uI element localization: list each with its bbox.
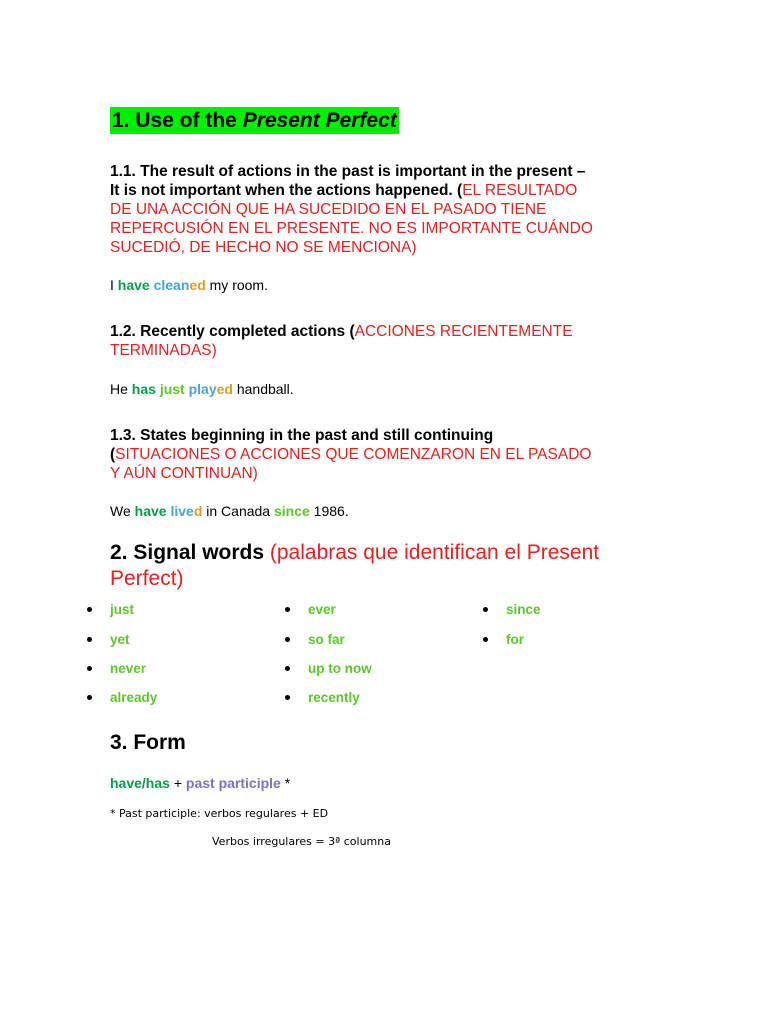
bullet-icon: [285, 637, 290, 642]
bullet-icon: [483, 607, 488, 612]
example-1-3: [110, 502, 349, 520]
signal-word: for: [506, 632, 524, 647]
signal-word: never: [110, 661, 147, 676]
formula-asterisk: *: [280, 775, 291, 791]
section-2-heading-spanish: (palabras que identifican el Present: [269, 541, 600, 564]
example-adverb: just: [159, 381, 185, 397]
signal-word: so far: [308, 632, 345, 647]
subsection-1-3: [110, 426, 760, 483]
example-verb-suffix: ed: [189, 277, 206, 293]
section-1-heading: [110, 107, 399, 134]
example-rest: my room.: [205, 277, 268, 293]
subsection-1-1-spanish-line5: SUCEDIÓ, DE HECHO NO SE MENCIONA): [110, 239, 417, 256]
example-1-2: [110, 380, 294, 398]
subsection-1-2-spanish-line2: TERMINADAS): [110, 342, 217, 359]
formula-plus: +: [169, 775, 186, 791]
subsection-1-1-spanish-line4: REPERCUSIÓN EN EL PRESENTE. NO ES IMPORTANTE CUÁNDO: [110, 220, 593, 237]
example-middle: in Canada: [202, 503, 274, 519]
signal-word: just: [110, 602, 135, 617]
footnote-irregular-verbs: Verbos irregulares = 3ª columna: [212, 835, 391, 848]
subsection-1-3-title-line2: [110, 445, 760, 464]
example-rest: 1986.: [309, 503, 349, 519]
bullet-icon: [285, 607, 290, 612]
subsection-1-3-spanish-start: SITUACIONES O ACCIONES QUE COMENZARON EN EL PASADO: [115, 446, 592, 463]
bullet-icon: [285, 695, 290, 700]
section-2-heading-spanish-line2: Perfect): [110, 567, 184, 590]
example-auxiliary: have: [134, 503, 167, 519]
signal-word: recently: [308, 690, 360, 705]
example-word: We: [110, 503, 135, 519]
subsection-1-1-spanish-line3: DE UNA ACCIÓN QUE HA SUCEDIDO EN EL PASADO TIENE: [110, 201, 547, 218]
example-verb-suffix: ed: [216, 381, 233, 397]
example-verb-stem: live: [170, 503, 194, 519]
subsection-1-1-title-bold: It is not important when the actions happened. (: [110, 182, 463, 199]
section-2-heading: [110, 540, 760, 592]
example-rest: handball.: [232, 381, 294, 397]
subsection-1-3-title-line1: 1.3. States beginning in the past and still continuing: [110, 427, 494, 444]
subsection-1-2: [110, 322, 760, 360]
example-auxiliary: has: [131, 381, 156, 397]
signal-word: yet: [110, 632, 130, 647]
form-formula: [110, 774, 290, 792]
subsection-1-2-spanish-start: ACCIONES RECIENTEMENTE: [354, 323, 573, 340]
example-word: I: [110, 277, 118, 293]
formula-past-participle: past participle: [185, 775, 281, 791]
signal-word: since: [506, 602, 541, 617]
example-verb-stem: play: [188, 381, 217, 397]
bullet-icon: [87, 666, 92, 671]
section-3-heading: 3. Form: [110, 731, 186, 754]
section-2-heading-bold: 2. Signal words: [110, 541, 270, 564]
bullet-icon: [483, 637, 488, 642]
example-signal-word: since: [273, 503, 310, 519]
bullet-icon: [87, 637, 92, 642]
subsection-1-1-title-line2: [110, 181, 760, 200]
subsection-1-2-title-bold: 1.2. Recently completed actions (: [110, 323, 355, 340]
example-word: He: [110, 381, 132, 397]
example-1-1: [110, 276, 268, 294]
bullet-icon: [87, 695, 92, 700]
subsection-1-1-spanish-start: EL RESULTADO: [462, 182, 578, 199]
signal-word: ever: [308, 602, 336, 617]
subsection-1-1: [110, 162, 760, 257]
section-1-heading-text: 1. Use of the: [112, 109, 243, 132]
subsection-1-3-paren: (: [110, 446, 116, 463]
signal-word: already: [110, 690, 158, 705]
bullet-icon: [87, 607, 92, 612]
signal-word: up to now: [308, 661, 372, 676]
subsection-1-3-spanish-line3: Y AÚN CONTINUAN): [110, 465, 258, 482]
section-1-heading-italic: Present Perfect: [242, 109, 397, 132]
example-auxiliary: have: [117, 277, 150, 293]
section-2-heading-line1: [110, 540, 760, 566]
example-verb-stem: clean: [153, 277, 190, 293]
footnote-regular-verbs: * Past participle: verbos regulares + ED: [110, 807, 329, 820]
bullet-icon: [285, 666, 290, 671]
formula-auxiliary: have/has: [110, 775, 170, 791]
subsection-1-1-title-line1: 1.1. The result of actions in the past is important in the present –: [110, 163, 586, 180]
example-verb-suffix: d: [193, 503, 203, 519]
subsection-1-2-title-line1: [110, 322, 760, 341]
